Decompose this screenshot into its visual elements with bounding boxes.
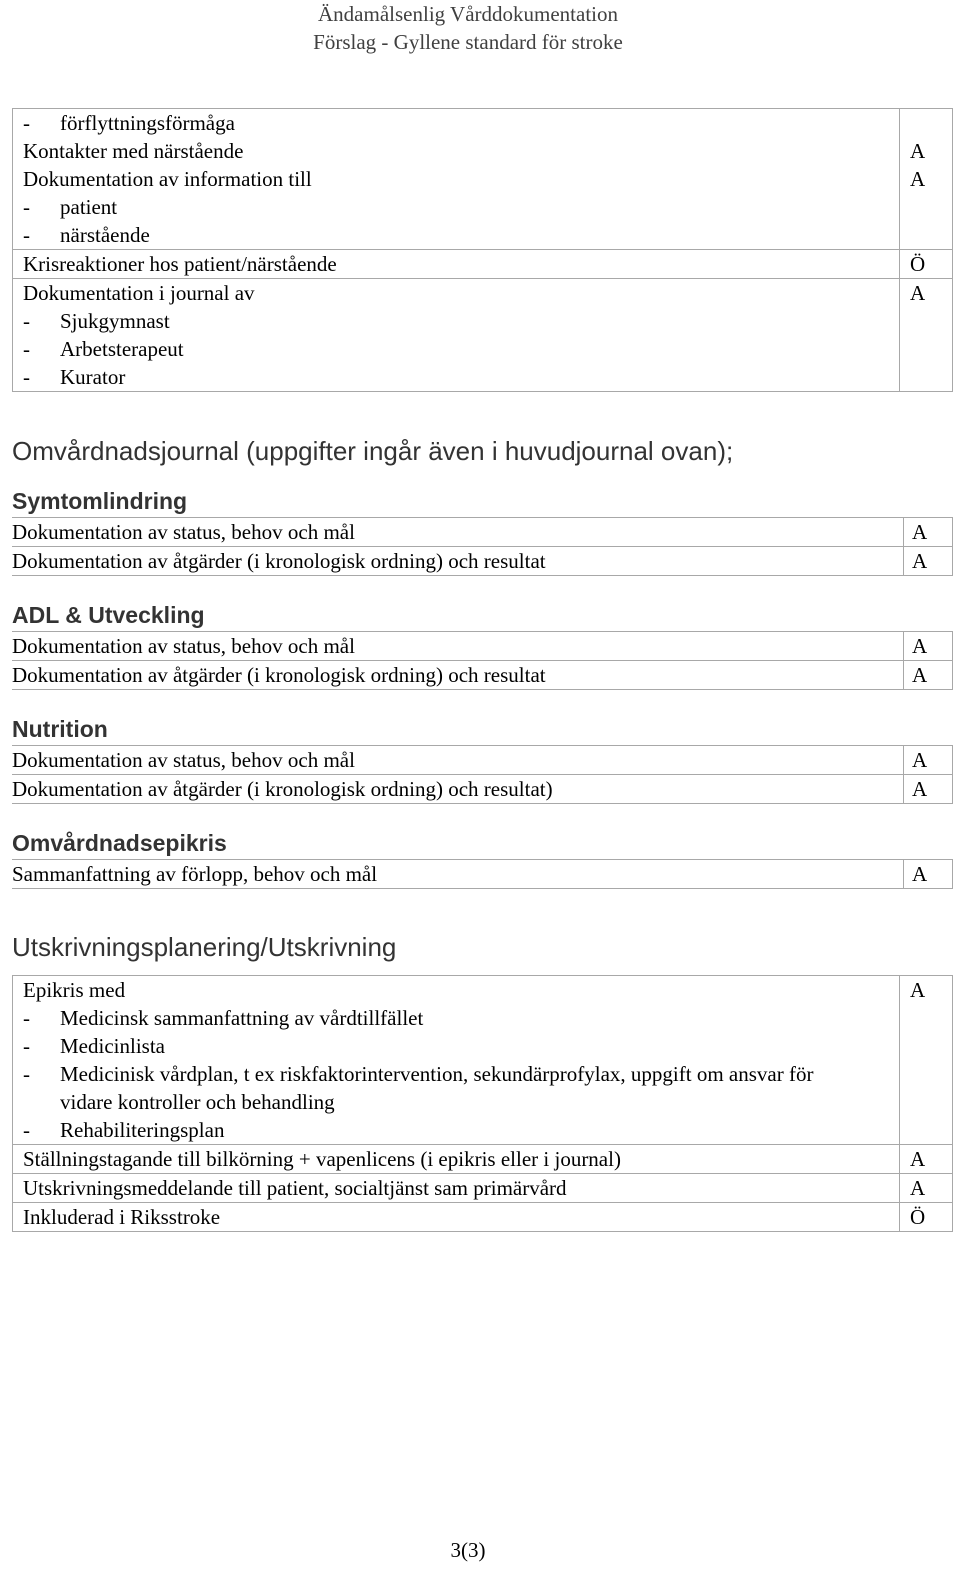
- code-value: [910, 335, 952, 363]
- dash: -: [23, 337, 30, 361]
- row-label: Sammanfattning av förlopp, behov och mål: [12, 860, 904, 889]
- list-item-text: förflyttningsförmåga: [60, 111, 235, 135]
- row-label: Dokumentation av status, behov och mål: [12, 632, 904, 661]
- table-cell-code: [900, 1145, 953, 1174]
- list-item-text: Medicinisk vårdplan, t ex riskfaktorintervention, sekundärprofylax, uppgift om ansvar för vidare kontroller och behandling: [60, 1062, 814, 1114]
- table-cell-text: [13, 250, 900, 279]
- row-label: Dokumentation av åtgärder (i kronologisk ordning) och resultat: [12, 547, 904, 576]
- dash: -: [23, 365, 30, 389]
- table-row: [13, 279, 953, 392]
- dash: -: [23, 195, 30, 219]
- row-label: Dokumentation av åtgärder (i kronologisk ordning) och resultat): [12, 775, 904, 804]
- list-item-text: närstående: [60, 223, 150, 247]
- subsection-title-adl: ADL & Utveckling: [12, 602, 205, 628]
- code-value: Ö: [910, 252, 926, 276]
- code-value: Ö: [910, 1205, 926, 1229]
- table-row: [12, 547, 953, 576]
- utskrivning-table: [12, 975, 953, 1232]
- code-value: A: [904, 746, 953, 775]
- row-label: Epikris med: [23, 978, 126, 1002]
- list-item: [23, 1060, 899, 1116]
- subsection-title-nutrition: Nutrition: [12, 716, 108, 742]
- table-cell-text: [13, 976, 900, 1145]
- code-value: [910, 363, 952, 391]
- code-value: A: [904, 547, 953, 576]
- table-row: [12, 860, 953, 889]
- table-cell-code: [900, 1174, 953, 1203]
- table-row: [12, 632, 953, 661]
- table-row: [13, 250, 953, 279]
- table-cell-text: [13, 1203, 900, 1232]
- code-value: A: [910, 167, 926, 191]
- dash: -: [23, 223, 30, 247]
- list-item-text: Medicinsk sammanfattning av vårdtillfället: [60, 1006, 424, 1030]
- code-value: A: [904, 860, 953, 889]
- table-cell-text: [13, 1145, 900, 1174]
- list-item-text: Rehabiliteringsplan: [60, 1118, 225, 1142]
- code-value: A: [910, 139, 926, 163]
- table-cell-code: [900, 109, 953, 250]
- table-row: [13, 109, 953, 250]
- row-label: Dokumentation av status, behov och mål: [12, 518, 904, 547]
- list-item-text: Arbetsterapeut: [60, 337, 184, 361]
- page-number: 3(3): [450, 1538, 486, 1562]
- list-item: [23, 109, 899, 137]
- row-label: Dokumentation av åtgärder (i kronologisk ordning) och resultat: [12, 661, 904, 690]
- dash: -: [23, 1006, 30, 1030]
- row-label: Kontakter med närstående: [23, 139, 244, 163]
- code-value: [910, 193, 952, 221]
- row-label: Krisreaktioner hos patient/närstående: [23, 252, 337, 276]
- code-value: [910, 109, 952, 137]
- subsection-title-omvardnadsepikris: Omvårdnadsepikris: [12, 830, 227, 856]
- code-value: A: [910, 1147, 926, 1171]
- table-cell-text: [13, 109, 900, 250]
- page-header: [0, 0, 936, 56]
- document-title: Ändamålsenlig Vårddokumentation: [318, 2, 618, 26]
- list-item: [23, 1032, 899, 1060]
- list-item: [23, 1004, 899, 1032]
- table-row: [13, 1145, 953, 1174]
- top-table: [12, 108, 953, 392]
- omvardnadsepikris-table: [12, 859, 953, 889]
- list-item: [23, 363, 899, 391]
- table-row: [13, 1203, 953, 1232]
- symtomlindring-table: [12, 517, 953, 576]
- code-value: [910, 307, 952, 335]
- dash: -: [23, 309, 30, 333]
- code-value: A: [910, 1176, 926, 1200]
- row-label: Dokumentation av information till: [23, 167, 312, 191]
- section-title-utskrivning: Utskrivningsplanering/Utskrivning: [12, 932, 397, 962]
- dash: -: [23, 111, 30, 135]
- list-item-text: Sjukgymnast: [60, 309, 170, 333]
- row-label: Dokumentation av status, behov och mål: [12, 746, 904, 775]
- table-row: [12, 518, 953, 547]
- list-item-text: Kurator: [60, 365, 126, 389]
- code-value: A: [904, 775, 953, 804]
- table-cell-text: [13, 279, 900, 392]
- document-subtitle: Förslag - Gyllene standard för stroke: [313, 30, 623, 54]
- table-cell-text: [13, 1174, 900, 1203]
- list-item: [23, 221, 899, 249]
- table-cell-code: [900, 250, 953, 279]
- code-value: A: [910, 978, 926, 1002]
- table-row: [12, 746, 953, 775]
- list-item: [23, 335, 899, 363]
- list-item: [23, 307, 899, 335]
- code-value: [910, 221, 952, 249]
- table-row: [12, 775, 953, 804]
- subsection-title-symtomlindring: Symtomlindring: [12, 488, 188, 514]
- dash: -: [23, 1062, 30, 1086]
- code-value: A: [904, 632, 953, 661]
- list-item: [23, 193, 899, 221]
- code-value: A: [904, 518, 953, 547]
- row-label: Inkluderad i Riksstroke: [23, 1205, 221, 1229]
- dash: -: [23, 1118, 30, 1142]
- code-value: A: [904, 661, 953, 690]
- list-item-text: Medicinlista: [60, 1034, 165, 1058]
- list-item: [23, 1116, 899, 1144]
- section-title-omvardnad: Omvårdnadsjournal (uppgifter ingår även i huvudjournal ovan);: [12, 436, 734, 466]
- nutrition-table: [12, 745, 953, 804]
- row-label: Dokumentation i journal av: [23, 281, 255, 305]
- table-row: [12, 661, 953, 690]
- table-cell-code: [900, 976, 953, 1145]
- adl-table: [12, 631, 953, 690]
- row-label: Utskrivningsmeddelande till patient, socialtjänst sam primärvård: [23, 1176, 567, 1200]
- row-label: Ställningstagande till bilkörning + vapenlicens (i epikris eller i journal): [23, 1147, 621, 1171]
- table-cell-code: [900, 279, 953, 392]
- dash: -: [23, 1034, 30, 1058]
- table-row: [13, 1174, 953, 1203]
- table-cell-code: [900, 1203, 953, 1232]
- table-row: [13, 976, 953, 1145]
- list-item-text: patient: [60, 195, 118, 219]
- code-value: A: [910, 281, 926, 305]
